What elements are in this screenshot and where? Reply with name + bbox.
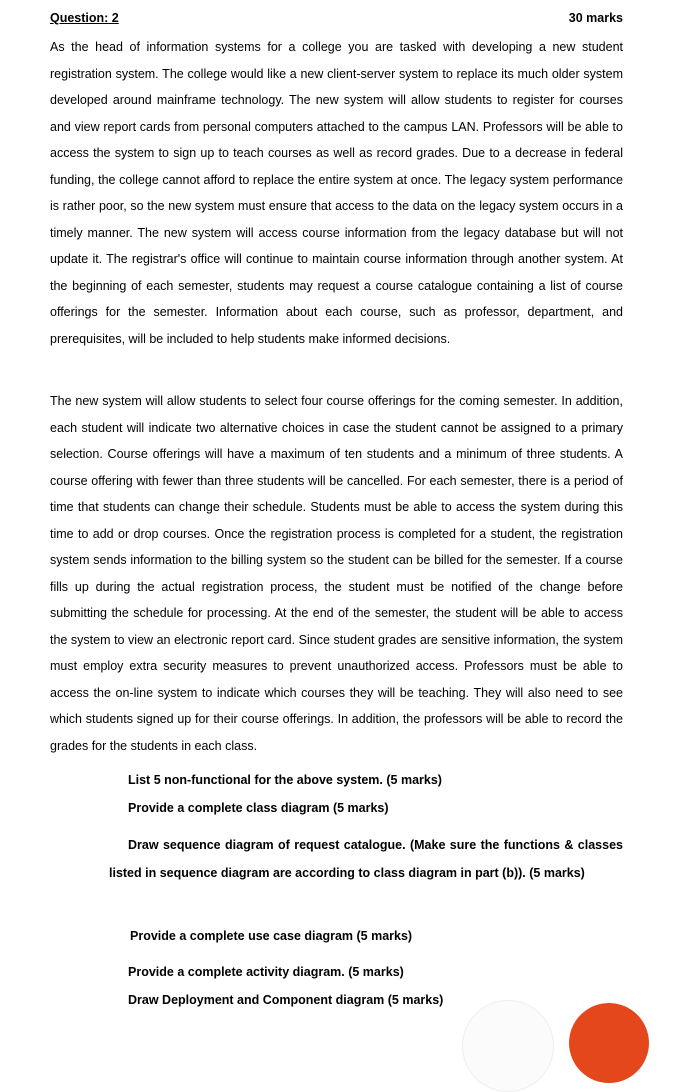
task-sequence-diagram: Draw sequence diagram of request catalogue. (Make sure the functions & classes listed in sequence diagram are according to class diagram in part (b)). (5 marks) [109,838,623,880]
question-title: Question: 2 [50,11,119,25]
task-class-diagram: Provide a complete class diagram (5 marks) [128,801,389,815]
question-marks: 30 marks [568,11,623,25]
scenario-paragraph-1: As the head of information systems for a college you are tasked with developing a new student registration system. The college would like a new client-server system to replace its much older system developed around mainframe technology. The new system will allow students to register for courses and view report cards from personal computers attached to the campus LAN. Professors will be able to access the system to sign up to teach courses as well as record grades. Due to a decrease in federal funding, the college cannot afford to replace the entire system at once. The legacy system performance is rather poor, so the new system must ensure that access to the data on the legacy system occurs in a timely manner. The new system will access course information from the legacy database but will not update it. The registrar's office will continue to maintain course information through another system. At the beginning of each semester, students may request a course catalogue containing a list of course offerings for the semester. Information about each course, such as professor, department, and prerequisites, will be included to help students make informed decisions. [50,40,623,346]
task-activity-diagram: Provide a complete activity diagram. (5 marks) [128,965,404,979]
task-use-case-diagram: Provide a complete use case diagram (5 marks) [130,929,413,943]
orange-circle-button[interactable] [569,1003,649,1083]
faint-circle-decoration [462,1000,554,1092]
question-header [50,11,623,29]
task-non-functional: List 5 non-functional for the above system. (5 marks) [128,773,442,787]
scenario-paragraph-2: The new system will allow students to select four course offerings for the coming semester. In addition, each student will indicate two alternative choices in case the student cannot be assigned to a primary selection. Course offerings will have a maximum of ten students and a minimum of three students. A course offering with fewer than three students will be cancelled. For each semester, there is a period of time that students can change their schedule. Students must be able to access the system during this time to add or drop courses. Once the registration process is completed for a student, the registration system sends information to the billing system so the student can be billed for the semester. If a course fills up during the actual registration process, the student must be notified of the change before submitting the schedule for processing. At the end of the semester, the student will be able to access the system to view an electronic report card. Since student grades are sensitive information, the system must employ extra security measures to prevent unauthorized access. Professors must be able to access the on-line system to indicate which courses they will be teaching. They will also need to see which students signed up for their course offerings. In addition, the professors will be able to record the grades for the students in each class. [50,394,623,753]
task-deployment-component-diagram: Draw Deployment and Component diagram (5 marks) [128,993,444,1007]
